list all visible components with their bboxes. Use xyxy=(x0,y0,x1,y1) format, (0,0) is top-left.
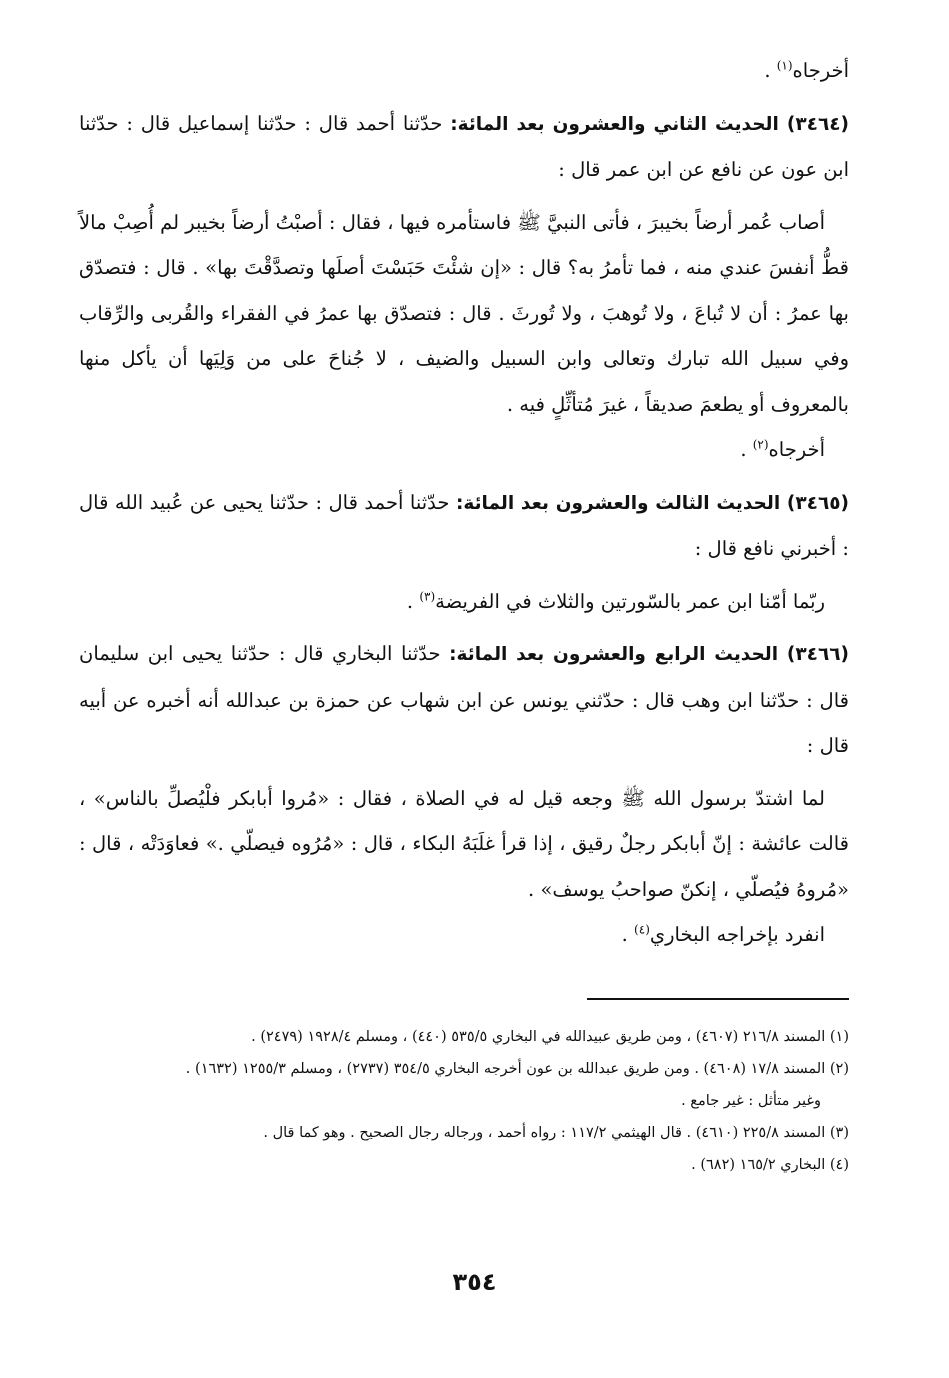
hadith-3464-chain: حدّثنا أحمد قال : حدّثنا إسماعيل قال : حدّثنا ابن عون عن نافع عن ابن عمر قال : xyxy=(79,111,849,181)
main-text xyxy=(79,48,849,958)
hadith-3465-heading: (٣٤٦٥) الحديث الثالث والعشرون بعد المائة: xyxy=(455,492,849,514)
footnote-4: (٤) البخاري ١٦٥/٢ (٦٨٢) . xyxy=(691,1157,849,1173)
footnote-ref-4[interactable]: (٤) xyxy=(634,922,650,937)
page-number: ٣٥٤ xyxy=(452,1268,497,1296)
hadith-3464-heading: (٣٤٦٤) الحديث الثاني والعشرون بعد المائة: xyxy=(450,113,849,135)
footnote-1: (١) المسند ٢١٦/٨ (٤٦٠٧) ، ومن طريق عبيدالله في البخاري ٥٣٥/٥ (٤٤٠) ، ومسلم ١٩٢٨/٤ (٢٤٧٩) . xyxy=(251,1029,849,1045)
footnote-divider xyxy=(587,998,849,1000)
hadith-3466-isnad xyxy=(79,631,849,769)
footnotes xyxy=(79,1021,849,1181)
hadith-3466-heading: (٣٤٦٦) الحديث الرابع والعشرون بعد المائة: xyxy=(449,644,849,665)
paragraph-takhrij-2: أخرجاه$^{(٢)}$ . xyxy=(740,437,825,461)
footnote-2: (٢) المسند ١٧/٨ (٤٦٠٨) . ومن طريق عبدالله بن عون أخرجه البخاري ٣٥٤/٥ (٢٧٣٧) ، ومسلم ١٢٥٥/٣ (١٦٣٢) . xyxy=(185,1061,849,1077)
hadith-3466-chain: حدّثنا البخاري قال : حدّثنا يحيى ابن سليمان قال : حدّثنا ابن وهب قال : حدّثني يونس عن ابن شهاب عن حمزة بن عبدالله أنه أخبره عن أبيه قال : xyxy=(79,642,849,757)
hadith-3465-chain: حدّثنا أحمد قال : حدّثنا يحيى عن عُبيد الله قال : أخبرني نافع قال : xyxy=(79,490,849,560)
hadith-3465-matn: ربّما أمّنا ابن عمر بالسّورتين والثلاث في الفريضة$^{(٣)}$ . xyxy=(406,589,825,613)
footnote-ref-1[interactable]: (١) xyxy=(776,58,793,73)
hadith-3465-isnad xyxy=(79,480,849,572)
footnote-3: (٣) المسند ٢٢٥/٨ (٤٦١٠) . قال الهيثمي ١١٧/٢ : رواه أحمد ، ورجاله رجال الصحيح . وهو كما قال . xyxy=(263,1125,849,1141)
footnote-ref-2[interactable]: (٢) xyxy=(752,437,769,452)
hadith-3464-matn: أصاب عُمر أرضاً بخيبرَ ، فأتى النبيَّ ﷺ فاستأمره فيها ، فقال : أصبْتُ أرضاً بخيبر لم أُصِبْ مالاً قطُّ أنفسَ عندي منه ، فما تأمرُ به؟ قال : «إن شئْتَ حَبَسْتَ أصلَها وتصدَّقْتَ بها» . قال : فتصدّق بها عمرُ : أن لا تُباعَ ، ولا تُوهبَ ، ولا تُورثَ . قال : فتصدّق بها عمرُ في الفقراء والقُربى والرِّقاب وفي سبيل الله تبارك وتعالى وابن السبيل والضيف ، لا جُناحَ على من وَلِيَها أن يأكل منها بالمعروف أو يطعمَ صديقاً ، غيرَ مُتأثِّلٍ فيه . xyxy=(79,210,849,416)
hadith-3464-isnad xyxy=(79,101,849,193)
hadith-3466-matn: لما اشتدّ برسول الله ﷺ وجعه قيل له في الصلاة ، فقال : «مُروا أبابكر فلْيُصلِّ بالناس» ، قالت عائشة : إنّ أبابكر رجلٌ رقيق ، إذا قرأ غلَبَهُ البكاء ، قال : «مُرُوه فيصلّي .» فعاوَدَتْه ، قال : «مُروهُ فيُصلّي ، إنكنّ صواحبُ يوسف» . xyxy=(79,786,849,901)
paragraph-takhrij-1: أخرجاه$^{(١)}$ . xyxy=(764,58,849,82)
footnote-2-gloss: وغير متأثل : غير جامع . xyxy=(681,1093,821,1109)
footnote-ref-3[interactable]: (٣) xyxy=(419,589,436,603)
paragraph-takhrij-4: انفرد بإخراجه البخاري$^{(٤)}$ . xyxy=(621,922,825,946)
